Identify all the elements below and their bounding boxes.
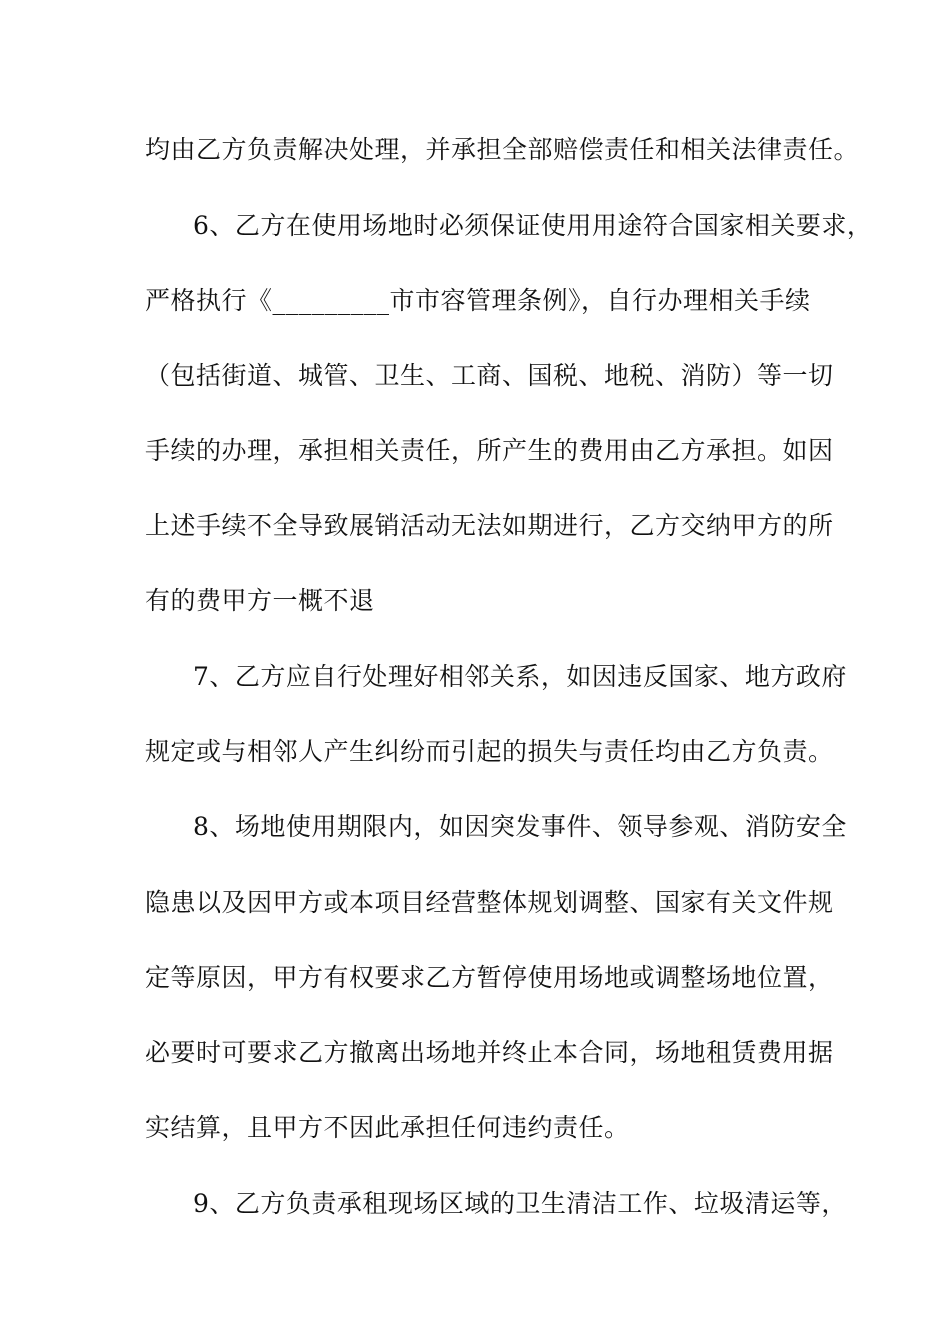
clause-8-line: 8、场地使用期限内，如因突发事件、领导参观、消防安全 [193, 812, 847, 841]
text-line: 有的费甲方一概不退 [145, 586, 375, 615]
text-line: 规定或与相邻人产生纠纷而引起的损失与责任均由乙方负责。 [145, 737, 834, 766]
text-line: （包括街道、城管、卫生、工商、国税、地税、消防）等一切 [145, 361, 834, 390]
text-line: 定等原因，甲方有权要求乙方暂停使用场地或调整场地位置， [145, 963, 834, 992]
text-line: 实结算，且甲方不因此承担任何违约责任。 [145, 1113, 630, 1142]
text-line: 上述手续不全导致展销活动无法如期进行，乙方交纳甲方的所 [145, 511, 834, 540]
text-line: 必要时可要求乙方撤离出场地并终止本合同，场地租赁费用据 [145, 1038, 834, 1067]
clause-6-line: 6、乙方在使用场地时必须保证使用用途符合国家相关要求， [193, 211, 873, 240]
clause-7-line: 7、乙方应自行处理好相邻关系，如因违反国家、地方政府 [193, 662, 847, 691]
text-line: 手续的办理，承担相关责任，所产生的费用由乙方承担。如因 [145, 436, 834, 465]
text-line: 均由乙方负责解决处理，并承担全部赔偿责任和相关法律责任。 [145, 135, 860, 164]
clause-9-line: 9、乙方负责承租现场区域的卫生清洁工作、垃圾清运等， [193, 1189, 847, 1218]
text-line: 隐患以及因甲方或本项目经营整体规划调整、国家有关文件规 [145, 888, 834, 917]
text-line: 严格执行《_________市市容管理条例》，自行办理相关手续 [145, 286, 811, 315]
